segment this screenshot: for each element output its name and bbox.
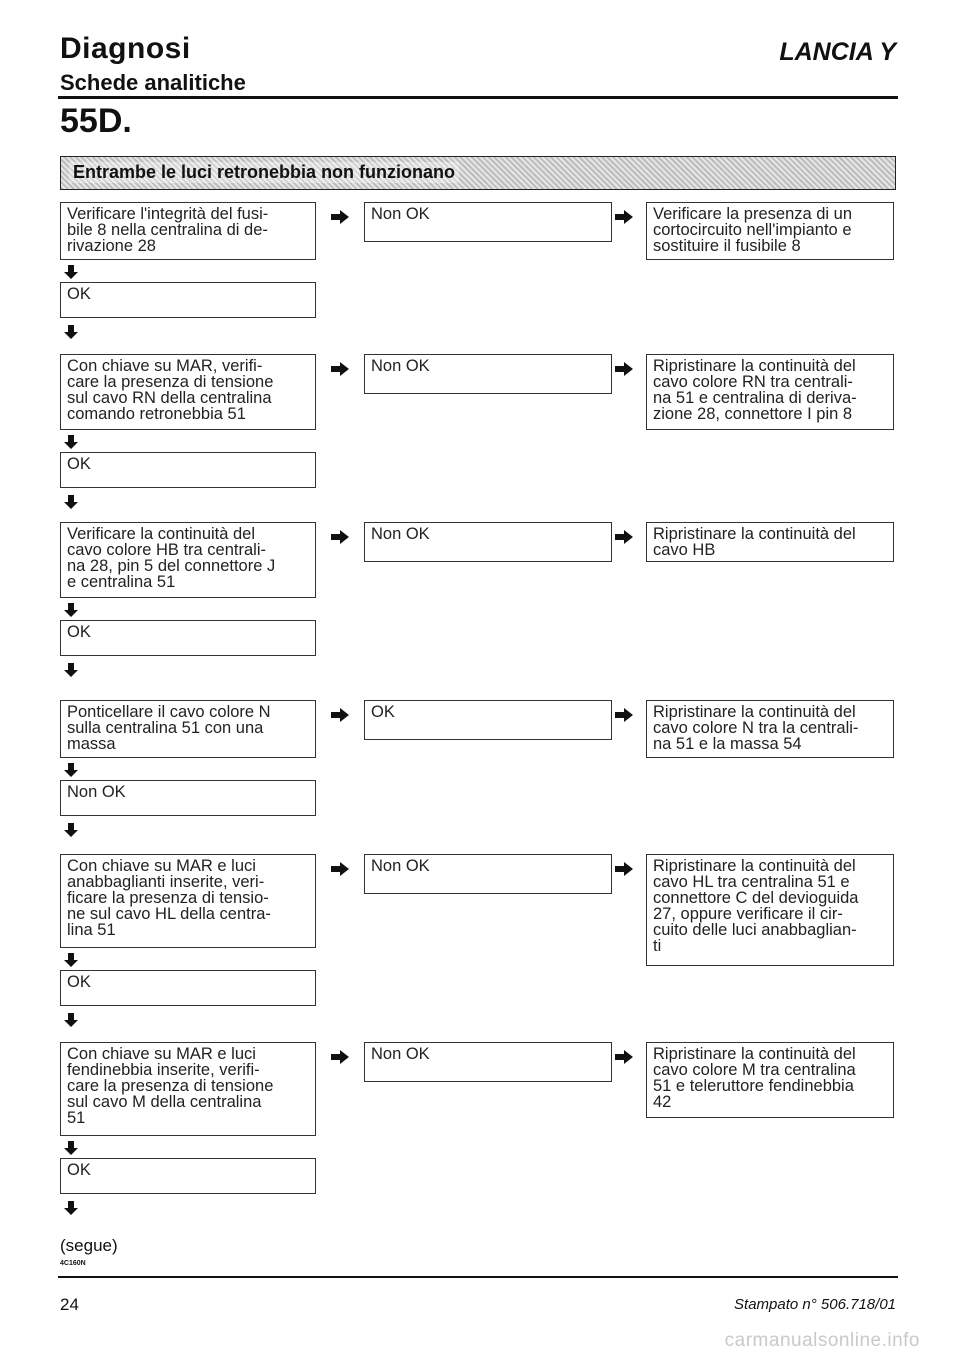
- right-arrow-icon: [330, 862, 350, 876]
- action-box: Verificare la presenza di un cortocircuito nell'impianto e sostituire il fusibile 8: [646, 202, 894, 260]
- outcome-box: OK: [60, 620, 316, 656]
- action-box: Ripristinare la continuità del cavo HL tra centralina 51 e connettore C del devioguida 27, oppure verificare il cir- cuito delle luci anabbaglian- ti: [646, 854, 894, 966]
- continued-label: (segue): [60, 1236, 118, 1255]
- right-arrow-icon: [330, 708, 350, 722]
- check-box: Con chiave su MAR e luci anabbaglianti inserite, veri- ficare la presenza di tensio- ne sul cavo HL della centra- lina 51: [60, 854, 316, 948]
- outcome-box: OK: [60, 1158, 316, 1194]
- footer-rule: [58, 1276, 898, 1278]
- action-box: Ripristinare la continuità del cavo colore N tra la centrali- na 51 e la massa 54: [646, 700, 894, 758]
- outcome-box: OK: [60, 282, 316, 318]
- down-arrow-icon: [64, 324, 78, 340]
- check-box: Con chiave su MAR, verifi- care la presenza di tensione sul cavo RN della centralina comando retronebbia 51: [60, 354, 316, 430]
- action-box: Ripristinare la continuità del cavo colore RN tra centrali- na 51 e centralina di deriva- zione 28, connettore I pin 8: [646, 354, 894, 430]
- page-title: Diagnosi: [60, 32, 191, 65]
- header-rule: [58, 96, 898, 99]
- check-box: Ponticellare il cavo colore N sulla centralina 51 con una massa: [60, 700, 316, 758]
- down-arrow-icon: [64, 1200, 78, 1216]
- check-box: Verificare la continuità del cavo colore HB tra centrali- na 28, pin 5 del connettore J e centralina 51: [60, 522, 316, 598]
- brand-name: LANCIA Y: [779, 38, 896, 66]
- page-subtitle: Schede analitiche: [60, 70, 246, 95]
- down-arrow-icon: [64, 264, 78, 280]
- right-arrow-icon: [614, 362, 634, 376]
- right-arrow-icon: [614, 530, 634, 544]
- right-arrow-icon: [614, 210, 634, 224]
- outcome-box: Non OK: [60, 780, 316, 816]
- result-box: Non OK: [364, 522, 612, 562]
- right-arrow-icon: [614, 862, 634, 876]
- result-box: Non OK: [364, 354, 612, 394]
- result-box: OK: [364, 700, 612, 740]
- outcome-box: OK: [60, 452, 316, 488]
- section-code: 55D.: [60, 102, 132, 140]
- down-arrow-icon: [64, 602, 78, 618]
- watermark: carmanualsonline.info: [724, 1330, 920, 1351]
- fault-banner-text: Entrambe le luci retronebbia non funzionano: [69, 162, 459, 183]
- fault-banner: [60, 156, 896, 190]
- down-arrow-icon: [64, 822, 78, 838]
- down-arrow-icon: [64, 762, 78, 778]
- outcome-box: OK: [60, 970, 316, 1006]
- check-box: Con chiave su MAR e luci fendinebbia inserite, verifi- care la presenza di tensione sul cavo M della centralina 51: [60, 1042, 316, 1136]
- check-box: Verificare l'integrità del fusi- bile 8 nella centralina di de- rivazione 28: [60, 202, 316, 260]
- down-arrow-icon: [64, 1012, 78, 1028]
- right-arrow-icon: [330, 530, 350, 544]
- right-arrow-icon: [330, 362, 350, 376]
- page-number: 24: [60, 1295, 79, 1314]
- right-arrow-icon: [330, 1050, 350, 1064]
- reference-code: 4C160N: [60, 1260, 86, 1267]
- down-arrow-icon: [64, 662, 78, 678]
- down-arrow-icon: [64, 494, 78, 510]
- down-arrow-icon: [64, 1140, 78, 1156]
- result-box: Non OK: [364, 202, 612, 242]
- right-arrow-icon: [614, 1050, 634, 1064]
- right-arrow-icon: [330, 210, 350, 224]
- print-reference: Stampato n° 506.718/01: [734, 1296, 896, 1313]
- right-arrow-icon: [614, 708, 634, 722]
- action-box: Ripristinare la continuità del cavo colore M tra centralina 51 e teleruttore fendinebbia 42: [646, 1042, 894, 1118]
- down-arrow-icon: [64, 434, 78, 450]
- action-box: Ripristinare la continuità del cavo HB: [646, 522, 894, 562]
- result-box: Non OK: [364, 854, 612, 894]
- down-arrow-icon: [64, 952, 78, 968]
- result-box: Non OK: [364, 1042, 612, 1082]
